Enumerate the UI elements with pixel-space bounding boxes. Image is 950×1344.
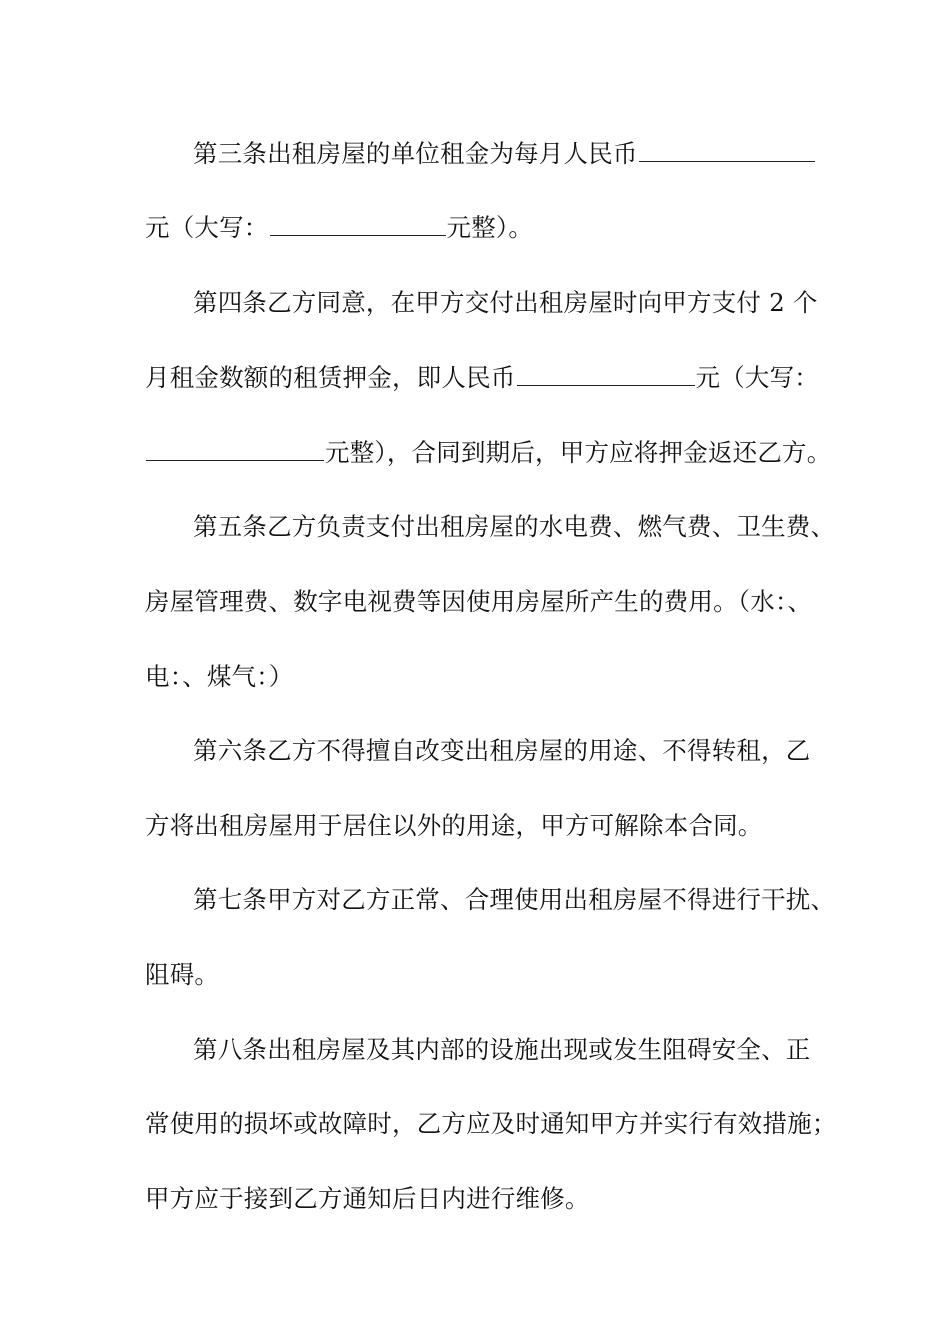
rent-amount-uppercase-blank[interactable] — [270, 211, 446, 236]
article-4-text-2: 月租金数额的租赁押金，即人民币 — [145, 363, 516, 392]
article-5-line-2 — [145, 585, 835, 619]
deposit-amount-uppercase-blank[interactable] — [146, 436, 324, 461]
article-8-text-1: 第八条出租房屋及其内部的设施出现或发生阻碍安全、正 — [193, 1035, 811, 1064]
article-4-line-1 — [193, 286, 835, 320]
article-6-text-1: 第六条乙方不得擅自改变出租房屋的用途、不得转租，乙 — [193, 736, 811, 765]
rent-amount-blank[interactable] — [639, 137, 815, 162]
article-4-uppercase-label: 元（大写： — [695, 363, 819, 392]
article-5-line-3 — [145, 660, 835, 694]
article-7-line-1 — [193, 883, 835, 917]
article-5-text-2: 房屋管理费、数字电视费等因使用房屋所产生的费用。（水：、 — [145, 587, 813, 616]
article-8-line-1 — [193, 1033, 835, 1067]
article-7-line-2 — [145, 958, 835, 992]
article-6-line-1 — [193, 734, 835, 768]
article-4-line-3 — [145, 436, 835, 470]
article-6-text-2: 方将出租房屋用于居住以外的用途，甲方可解除本合同。 — [145, 811, 763, 840]
article-3-suffix: 元整）。 — [446, 213, 534, 242]
article-6-line-2 — [145, 809, 835, 843]
article-8-text-3: 甲方应于接到乙方通知后日内进行维修。 — [145, 1184, 590, 1213]
article-7-text-1: 第七条甲方对乙方正常、合理使用出租房屋不得进行干扰、 — [193, 885, 836, 914]
article-5-text-1: 第五条乙方负责支付出租房屋的水电费、燃气费、卫生费、 — [193, 512, 836, 541]
article-8-text-2: 常使用的损坏或故障时，乙方应及时通知甲方并实行有效措施； — [145, 1109, 837, 1138]
article-4-text-1: 第四条乙方同意，在甲方交付出租房屋时向甲方支付 2 个 — [193, 288, 818, 317]
article-5-text-3: 电：、煤气：） — [145, 662, 294, 691]
article-5-line-1 — [193, 510, 835, 544]
article-3-text: 第三条出租房屋的单位租金为每月人民币 — [193, 139, 638, 168]
article-4-line-2 — [145, 361, 835, 395]
article-7-text-2: 阻碍。 — [145, 960, 220, 989]
deposit-amount-blank[interactable] — [517, 361, 695, 386]
article-8-line-2 — [145, 1107, 835, 1141]
article-3-uppercase-label: 元（大写： — [145, 213, 269, 242]
article-3-line-1 — [193, 137, 835, 171]
article-3-line-2 — [145, 211, 835, 245]
article-8-line-3 — [145, 1182, 835, 1216]
article-4-text-3: 元整），合同到期后，甲方应将押金返还乙方。 — [325, 438, 832, 467]
